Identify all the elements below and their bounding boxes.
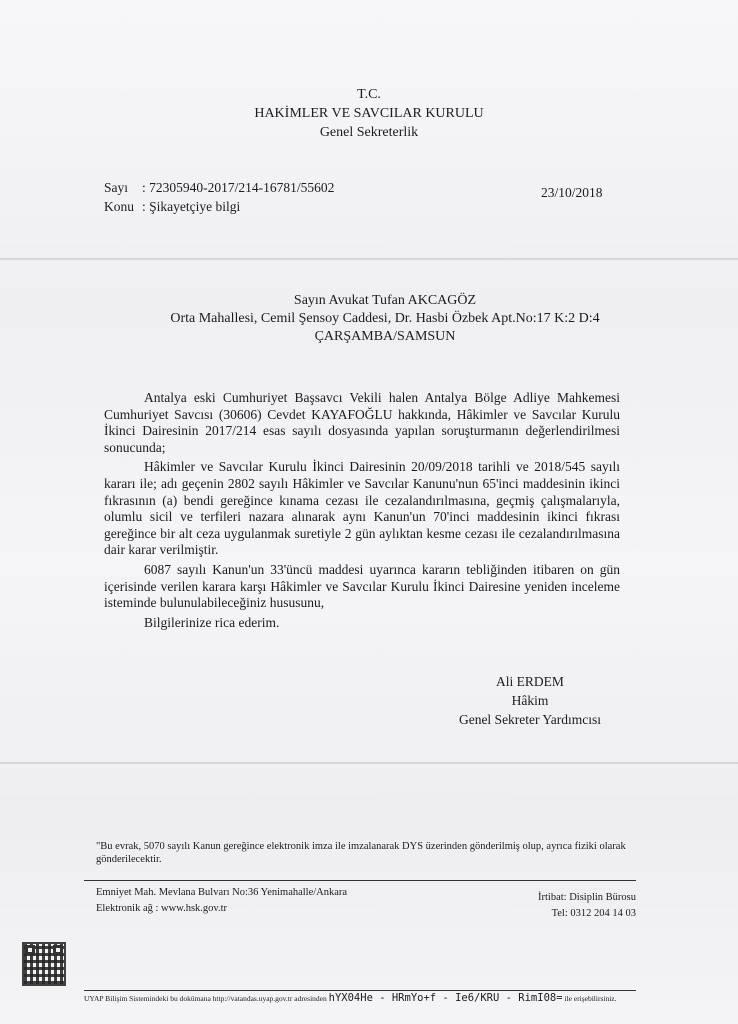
footer-address-block	[96, 885, 347, 917]
signatory-name: Ali ERDEM	[496, 674, 564, 689]
document-meta	[104, 178, 334, 216]
e-signature-notice: "Bu evrak, 5070 sayılı Kanun gereğince elektronik imza ile imzalanarak DYS üzerinden gönderilmiş olup, ayrıca fiziki olarak gönderilecektir.	[96, 841, 626, 865]
body-paragraph-4: Bilgilerinize rica ederim.	[144, 614, 280, 630]
contact-phone: Tel: 0312 204 14 03	[551, 908, 636, 919]
sayi-value: : 72305940-2017/214-16781/55602	[142, 180, 335, 195]
recipient-block	[120, 292, 650, 346]
body-paragraph-3: 6087 sayılı Kanun'un 33'üncü maddesi uyarınca kararın tebliğinden itibaren on gün içerisinde verilen karara karşı Hâkimler ve Savcılar Kurulu İkinci Dairesine yeniden inceleme isteminde bulunulabileceğiniz hususunu,	[104, 561, 620, 611]
recipient-name: Sayın Avukat Tufan AKCAGÖZ	[293, 293, 477, 308]
recipient-address: Orta Mahallesi, Cemil Şensoy Caddesi, Dr. Hasbi Özbek Apt.No:17 K:2 D:4	[170, 311, 600, 326]
verification-suffix: ile erişebilirsiniz.	[564, 994, 617, 1003]
signatory-position: Genel Sekreter Yardımcısı	[458, 712, 602, 727]
signatory-title: Hâkim	[511, 693, 549, 708]
letterhead-institution: HAKİMLER VE SAVCILAR KURULU	[254, 106, 484, 121]
signature-block	[430, 672, 630, 729]
footer-divider-bottom	[84, 990, 636, 991]
uyap-verification	[84, 992, 664, 1005]
verification-code: hYX04He - HRmYo+f - Ie6/KRU - RimI08=	[328, 992, 563, 1004]
recipient-city: ÇARŞAMBA/SAMSUN	[314, 329, 456, 344]
document-date: 23/10/2018	[541, 185, 603, 200]
contact-unit: İrtibat: Disiplin Bürosu	[538, 892, 636, 903]
konu-line	[104, 197, 334, 216]
footer-address: Emniyet Mah. Mevlana Bulvarı No:36 Yenimahalle/Ankara	[96, 887, 348, 898]
sayi-line	[104, 178, 334, 197]
konu-label: Konu	[104, 199, 134, 214]
footer-contact	[500, 890, 636, 922]
letter-body	[104, 390, 620, 631]
letterhead-department: Genel Sekreterlik	[319, 125, 419, 140]
verification-prefix: UYAP Bilişim Sistemindeki bu dokümana http://vatandas.uyap.gov.tr adresinden	[84, 994, 327, 1003]
letterhead	[0, 86, 738, 141]
sayi-label: Sayı	[104, 180, 129, 195]
paper-fold	[0, 258, 738, 260]
letterhead-tc: T.C.	[357, 87, 381, 102]
paper-fold	[0, 762, 738, 764]
konu-value: : Şikayetçiye bilgi	[142, 199, 241, 214]
footer-divider	[84, 880, 636, 881]
footer-web: Elektronik ağ : www.hsk.gov.tr	[96, 903, 228, 914]
body-paragraph-1: Antalya eski Cumhuriyet Başsavcı Vekili halen Antalya Bölge Adliye Mahkemesi Cumhuriyet Savcısı (30606) Cevdet KAYAFOĞLU hakkında, Hâkimler ve Savcılar Kurulu İkinci Dairesinin 2017/214 esas sayılı dosyasında yapılan soruşturmanın değerlendirilmesi sonucunda;	[104, 390, 620, 455]
body-paragraph-2: Hâkimler ve Savcılar Kurulu İkinci Dairesinin 20/09/2018 tarihli ve 2018/545 sayılı kararı ile; adı geçenin 2802 sayılı Hâkimler ve Savcılar Kanunu'nun 65'inci maddesinin ikinci fıkrasının (a) bendi gereğince kınama cezası ile cezalandırılmasına, geçmiş çalışmalarıyla, olumlu sicil ve terfileri nazara alınarak aynı Kanun'un 70'inci maddesinin ikinci fıkrası gereğince bir alt ceza uygulanmak suretiyle 2 gün aylıktan kesme cezası ile cezalandırılmasına dair karar verilmiştir.	[104, 459, 620, 558]
qr-code	[22, 942, 66, 986]
